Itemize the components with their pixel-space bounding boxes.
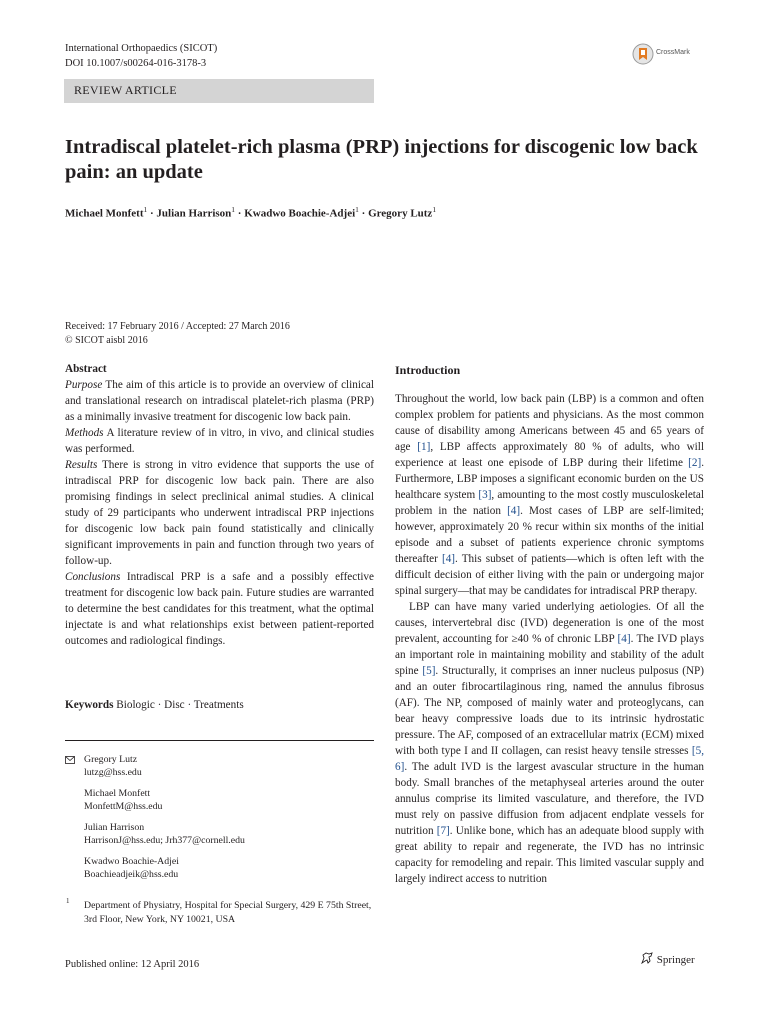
article-type-banner <box>64 79 374 103</box>
results-label: Results <box>65 459 98 471</box>
results-text: There is strong in vitro evidence that supports the use of intradiscal PRP for discogenic low back pain. There are also promising findings in select preclinical animal studies. A clinical study of 29 participants who underwent intradiscal PRP injections for discogenic low back pain found statistically and clinically significant improvements in pain and function through two years of follow-up. <box>65 459 374 567</box>
citation-link[interactable]: [4] <box>441 553 456 565</box>
doi: DOI 10.1007/s00264-016-3178-3 <box>65 58 207 69</box>
crossmark-icon <box>632 43 654 65</box>
text-run: . Most cases of LBP are self-limited; however, approximately 20 % recur within six months of the initial episode and a subset of patients experience chronic symptoms thereafter <box>395 505 704 565</box>
text-run: LBP can have many varied underlying aetiologies. Of all the causes, intervertebral disc (IVD) degeneration is one of the most prevalent, accounting for ≥40 % of chronic LBP <box>395 601 704 645</box>
journal-name: International Orthopaedics (SICOT) <box>65 43 218 54</box>
introduction <box>395 361 704 887</box>
crossmark-badge[interactable] <box>632 43 722 65</box>
contact-email[interactable]: HarrisonJ@hss.edu; Jrh377@cornell.edu <box>84 835 245 846</box>
keywords-text: Biologic · Disc · Treatments <box>116 699 244 711</box>
publisher-name: Springer <box>656 954 695 966</box>
contact-block <box>84 787 162 813</box>
envelope-icon <box>65 755 75 765</box>
text-run: . Structurally, it comprises an inner nucleus pulposus (NP) and an outer fibrocartilaginous ring, named the annulus fibrosus (AF). The NP, composed of mainly water and proteoglycans, can bear heavy compressive loads due to its intrinsic hydrostatic pressure. The AF, composed of an extracellular matrix (ECM) mixed with both type I and II collagen, can resist heavy tensile stresses <box>395 665 704 757</box>
contact-block <box>84 855 179 881</box>
introduction-heading: Introduction <box>395 363 461 377</box>
contact-name: Michael Monfett <box>84 788 151 799</box>
affiliation-mark: 1 <box>143 205 148 214</box>
contact-block <box>84 821 245 847</box>
footnote-mark: 1 <box>66 897 70 905</box>
received-accepted-dates: Received: 17 February 2016 / Accepted: 27 March 2016 <box>65 321 290 332</box>
author: Gregory Lutz <box>368 207 433 220</box>
contact-name: Julian Harrison <box>84 822 145 833</box>
intro-paragraph-1 <box>395 391 704 599</box>
citation-link[interactable]: [3] <box>478 489 492 501</box>
text-run: . This subset of patients—which is often left with the difficult decision of either living with the pain or undergoing major spinal surgery—that may be candidates for intradiscal PRP therapy. <box>395 553 704 597</box>
author-separator: · <box>358 207 369 220</box>
abstract-heading: Abstract <box>65 363 107 375</box>
conclusions-label: Conclusions <box>65 571 121 583</box>
springer-horse-icon <box>640 952 654 964</box>
contact-name: Kwadwo Boachie-Adjei <box>84 856 179 867</box>
contact-email[interactable]: MonfettM@hss.edu <box>84 801 163 812</box>
author-separator: · <box>235 207 245 220</box>
contact-email[interactable]: lutzg@hss.edu <box>84 767 142 778</box>
citation-link[interactable]: [4] <box>617 633 631 645</box>
crossmark-label: CrossMark <box>656 49 690 56</box>
author: Kwadwo Boachie-Adjei <box>244 207 356 220</box>
text-run: , amounting to the most costly musculoskeletal problem in the nation <box>395 489 704 517</box>
text-run: , LBP affects approximately 80 % of adults, who will experience at least one episode of LBP during their lifetime <box>395 441 704 469</box>
intro-paragraph-2 <box>395 599 704 887</box>
citation-link[interactable]: [7] <box>436 825 450 837</box>
contact-name: Gregory Lutz <box>84 754 138 765</box>
methods-text: A literature review of in vitro, in vivo, and clinical studies was performed. <box>65 427 374 455</box>
copyright: © SICOT aisbl 2016 <box>65 335 148 346</box>
article-type: REVIEW ARTICLE <box>74 83 177 97</box>
keywords <box>65 699 374 711</box>
affiliation-mark: 1 <box>355 205 359 214</box>
text-run: . The IVD plays an important role in maintaining mobility and stability of the adult spine <box>395 633 704 677</box>
keywords-label: Keywords <box>65 699 114 711</box>
article-title: Intradiscal platelet-rich plasma (PRP) injections for discogenic low back pain: an update <box>65 136 698 183</box>
author: Michael Monfett <box>65 207 144 220</box>
citation-link[interactable]: [1] <box>417 441 431 453</box>
purpose-text: The aim of this article is to provide an overview of clinical and translational research on intradiscal platelet-rich plasma (PRP) as a minimally invasive treatment for discogenic low back pain. <box>65 379 374 423</box>
divider <box>65 740 374 741</box>
citation-link[interactable]: [5, 6] <box>395 745 704 773</box>
text-run: . Furthermore, LBP imposes a significant economic burden on the US healthcare system <box>395 457 704 501</box>
citation-link[interactable]: [5] <box>422 665 436 677</box>
abstract <box>65 361 374 649</box>
text-run: . Unlike bone, which has an adequate blood supply with great ability to repair and regenerate, the IVD has no intrinsic capacity for remodeling and repair. This limited vascular supply and largely indirect access to nutrition <box>395 825 704 885</box>
text-run: . The adult IVD is the largest avascular structure in the human body. Small branches of the metaphyseal arteries around the outer annulus comprise its limited vasculature, and therefore, the IVD must rely on passive diffusion from adjacent endplate vessels for nutrition <box>395 761 704 837</box>
author-list <box>65 205 715 220</box>
contact-block <box>84 753 142 779</box>
author: Julian Harrison <box>156 207 232 220</box>
affiliation-mark: 1 <box>231 205 236 214</box>
published-date: Published online: 12 April 2016 <box>65 959 200 970</box>
citation-link[interactable]: [4] <box>507 505 521 517</box>
conclusions-text: Intradiscal PRP is a safe and a possibly effective treatment for discogenic low back pain. Future studies are warranted to determine the best candidates for this treatment, what the optimal injectate is and what relationships exist between patient-reported outcomes and radiological findings. <box>65 571 374 647</box>
affiliation-footnote: Department of Physiatry, Hospital for Special Surgery, 429 E 75th Street, 3rd Floor, New York, NY 10021, USA <box>84 900 372 925</box>
author-separator: · <box>147 207 157 220</box>
purpose-label: Purpose <box>65 379 103 391</box>
publisher-logo <box>640 952 695 966</box>
methods-label: Methods <box>65 427 104 439</box>
contact-email[interactable]: Boachieadjeik@hss.edu <box>84 869 179 880</box>
text-run: Throughout the world, low back pain (LBP) is a common and often complex problem for patients and physicians. As the most common cause of disability among Americans between 45 and 65 years of age <box>395 393 704 453</box>
affiliation-mark: 1 <box>432 205 437 214</box>
citation-link[interactable]: [2] <box>688 457 702 469</box>
